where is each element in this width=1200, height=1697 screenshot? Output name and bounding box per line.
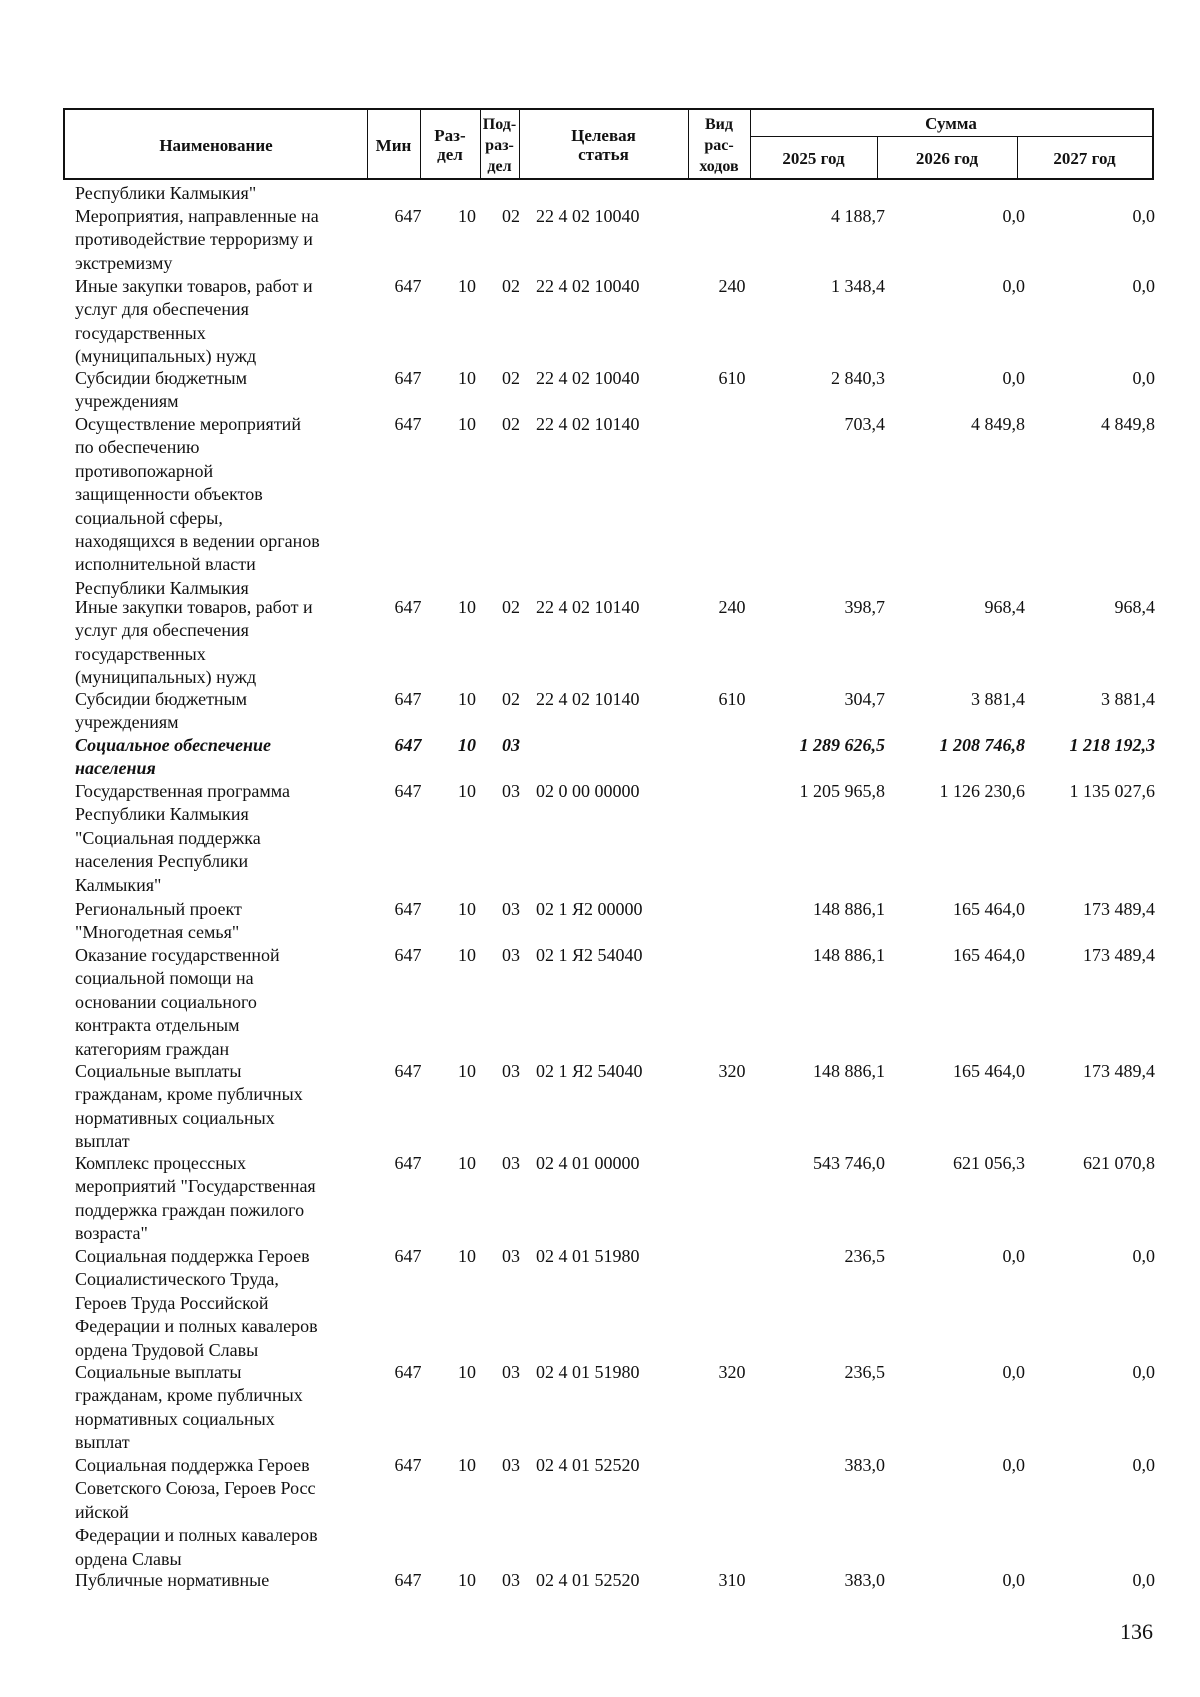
cell-podrazdel: 02 <box>502 689 520 709</box>
header-2026: 2026 год <box>915 148 979 168</box>
cell-celevaya: 02 1 Я2 54040 <box>536 1061 643 1081</box>
cell-razdel: 10 <box>458 206 476 226</box>
cell-s2025: 304,7 <box>844 689 885 709</box>
cell-razdel: 10 <box>458 1246 476 1266</box>
cell-s2026: 0,0 <box>1002 1362 1025 1382</box>
cell-s2026: 0,0 <box>1002 1570 1025 1590</box>
cell-razdel: 10 <box>458 1153 476 1173</box>
cell-min: 647 <box>394 414 422 434</box>
cell-s2027: 968,4 <box>1114 597 1155 617</box>
cell-podrazdel: 03 <box>502 1570 520 1590</box>
cell-name: Иные закупки товаров, работ и услуг для обеспечения государственных (муниципальных) нужд <box>75 276 313 367</box>
cell-razdel: 10 <box>458 781 476 801</box>
cell-s2027: 621 070,8 <box>1083 1153 1155 1173</box>
cell-s2026: 165 464,0 <box>953 945 1025 965</box>
cell-vid: 240 <box>718 597 746 617</box>
cell-s2025: 236,5 <box>844 1246 885 1266</box>
cell-s2027: 173 489,4 <box>1083 1061 1155 1081</box>
cell-podrazdel: 03 <box>502 781 520 801</box>
cell-name: Комплекс процессных мероприятий "Государственная поддержка граждан пожилого возраста" <box>75 1153 316 1244</box>
cell-s2025: 2 840,3 <box>831 368 885 388</box>
cell-name: Субсидии бюджетным учреждениям <box>75 689 248 733</box>
cell-s2026: 0,0 <box>1002 1246 1025 1266</box>
cell-celevaya: 02 0 00 00000 <box>536 781 640 801</box>
cell-razdel: 10 <box>458 689 476 709</box>
cell-razdel: 10 <box>458 735 476 755</box>
cell-name: Социальная поддержка Героев Социалистического Труда, Героев Труда Российской Федерации и полных кавалеров ордена Трудовой Славы <box>75 1246 318 1360</box>
cell-name: Социальные выплаты гражданам, кроме публичных нормативных социальных выплат <box>75 1362 303 1453</box>
cell-min: 647 <box>394 597 422 617</box>
cell-podrazdel: 02 <box>502 414 520 434</box>
cell-s2026: 968,4 <box>984 597 1025 617</box>
cell-s2026: 0,0 <box>1002 206 1025 226</box>
cell-s2025: 1 289 626,5 <box>799 735 885 755</box>
cell-s2025: 1 348,4 <box>831 276 885 296</box>
cell-s2027: 0,0 <box>1132 1570 1155 1590</box>
cell-s2025: 703,4 <box>844 414 885 434</box>
cell-name: Региональный проект "Многодетная семья" <box>75 899 242 943</box>
cell-s2027: 0,0 <box>1132 206 1155 226</box>
cell-s2027: 1 218 192,3 <box>1069 735 1155 755</box>
cell-s2026: 165 464,0 <box>953 899 1025 919</box>
cell-podrazdel: 03 <box>502 1455 520 1475</box>
cell-celevaya: 22 4 02 10140 <box>536 597 640 617</box>
cell-s2027: 1 135 027,6 <box>1069 781 1155 801</box>
cell-name: Субсидии бюджетным учреждениям <box>75 368 248 412</box>
cell-name: Оказание государственной социальной помощи на основании социального контракта отдельным категориям граждан <box>75 945 280 1059</box>
cell-razdel: 10 <box>458 1455 476 1475</box>
cell-name: Социальная поддержка Героев Советского Союза, Героев Росс ийской Федерации и полных кавалеров ордена Славы <box>75 1455 318 1569</box>
cell-celevaya: 22 4 02 10040 <box>536 206 640 226</box>
header-2027: 2027 год <box>1053 148 1116 168</box>
cell-celevaya: 02 4 01 52520 <box>536 1570 640 1590</box>
cell-min: 647 <box>394 206 422 226</box>
cell-min: 647 <box>394 1246 422 1266</box>
cell-min: 647 <box>394 945 422 965</box>
cell-s2027: 3 881,4 <box>1101 689 1155 709</box>
cell-s2027: 0,0 <box>1132 368 1155 388</box>
cell-min: 647 <box>394 276 422 296</box>
cell-podrazdel: 02 <box>502 276 520 296</box>
cell-celevaya: 02 4 01 51980 <box>536 1246 640 1266</box>
cell-razdel: 10 <box>458 597 476 617</box>
cell-min: 647 <box>394 1061 422 1081</box>
cell-min: 647 <box>394 899 422 919</box>
header-razdel: Раз- дел <box>434 126 466 164</box>
cell-razdel: 10 <box>458 1570 476 1590</box>
cell-min: 647 <box>394 735 422 755</box>
cell-celevaya: 02 1 Я2 00000 <box>536 899 643 919</box>
cell-s2026: 0,0 <box>1002 368 1025 388</box>
cell-vid: 320 <box>718 1362 746 1382</box>
cell-podrazdel: 03 <box>502 1061 520 1081</box>
cell-s2027: 0,0 <box>1132 1246 1155 1266</box>
cell-name: Социальные выплаты гражданам, кроме публичных нормативных социальных выплат <box>75 1061 303 1152</box>
cell-s2026: 621 056,3 <box>953 1153 1025 1173</box>
cell-s2026: 4 849,8 <box>971 414 1025 434</box>
cell-s2025: 148 886,1 <box>813 899 885 919</box>
cell-celevaya: 22 4 02 10140 <box>536 414 640 434</box>
cell-razdel: 10 <box>458 414 476 434</box>
cell-s2025: 236,5 <box>844 1362 885 1382</box>
cell-celevaya: 02 4 01 52520 <box>536 1455 640 1475</box>
cell-podrazdel: 03 <box>502 735 520 755</box>
cell-name: Публичные нормативные <box>75 1570 270 1590</box>
cell-s2027: 173 489,4 <box>1083 899 1155 919</box>
header-name: Наименование <box>159 135 273 155</box>
cell-razdel: 10 <box>458 945 476 965</box>
cell-podrazdel: 02 <box>502 597 520 617</box>
cell-celevaya: 22 4 02 10040 <box>536 368 640 388</box>
cell-podrazdel: 03 <box>502 899 520 919</box>
cell-s2026: 3 881,4 <box>971 689 1025 709</box>
cell-s2026: 0,0 <box>1002 276 1025 296</box>
cell-vid: 320 <box>718 1061 746 1081</box>
header-podrazdel: Под- раз- дел <box>482 115 517 175</box>
cell-name: Иные закупки товаров, работ и услуг для обеспечения государственных (муниципальных) нужд <box>75 597 313 688</box>
cell-razdel: 10 <box>458 899 476 919</box>
cell-min: 647 <box>394 689 422 709</box>
cell-vid: 610 <box>718 368 746 388</box>
cell-s2025: 148 886,1 <box>813 945 885 965</box>
cell-s2025: 383,0 <box>844 1455 885 1475</box>
cell-s2025: 4 188,7 <box>831 206 885 226</box>
cell-podrazdel: 03 <box>502 1362 520 1382</box>
cell-s2027: 4 849,8 <box>1101 414 1155 434</box>
cell-s2027: 0,0 <box>1132 1362 1155 1382</box>
cell-s2026: 0,0 <box>1002 1455 1025 1475</box>
cell-name: Республики Калмыкия" <box>75 183 257 203</box>
cell-vid: 610 <box>718 689 746 709</box>
cell-s2026: 1 126 230,6 <box>939 781 1025 801</box>
cell-razdel: 10 <box>458 368 476 388</box>
cell-razdel: 10 <box>458 1362 476 1382</box>
cell-vid: 240 <box>718 276 746 296</box>
cell-min: 647 <box>394 1362 422 1382</box>
cell-podrazdel: 02 <box>502 368 520 388</box>
cell-s2025: 398,7 <box>844 597 885 617</box>
cell-min: 647 <box>394 1455 422 1475</box>
cell-min: 647 <box>394 368 422 388</box>
cell-name: Осуществление мероприятий по обеспечению противопожарной защищенности объектов социальной сферы, находящихся в ведении органов исполнительной власти Республики Калмыкия <box>75 414 320 598</box>
cell-s2027: 173 489,4 <box>1083 945 1155 965</box>
header-celevaya: Целевая статья <box>571 126 636 164</box>
cell-s2026: 165 464,0 <box>953 1061 1025 1081</box>
cell-min: 647 <box>394 781 422 801</box>
table-header <box>63 108 1154 180</box>
cell-celevaya: 02 4 01 00000 <box>536 1153 640 1173</box>
cell-celevaya: 22 4 02 10040 <box>536 276 640 296</box>
cell-name: Государственная программа Республики Калмыкия "Социальная поддержка населения Республики Калмыкия" <box>75 781 290 895</box>
cell-celevaya: 02 1 Я2 54040 <box>536 945 643 965</box>
cell-s2027: 0,0 <box>1132 1455 1155 1475</box>
cell-s2025: 383,0 <box>844 1570 885 1590</box>
header-min: Мин <box>375 135 412 155</box>
page-number: 136 <box>1120 1619 1153 1644</box>
cell-name: Мероприятия, направленные на противодействие терроризму и экстремизму <box>75 206 319 273</box>
cell-celevaya: 02 4 01 51980 <box>536 1362 640 1382</box>
cell-razdel: 10 <box>458 276 476 296</box>
cell-podrazdel: 02 <box>502 206 520 226</box>
cell-razdel: 10 <box>458 1061 476 1081</box>
cell-podrazdel: 03 <box>502 945 520 965</box>
header-summa: Сумма <box>925 113 977 133</box>
cell-s2025: 148 886,1 <box>813 1061 885 1081</box>
cell-podrazdel: 03 <box>502 1246 520 1266</box>
cell-name: Социальное обеспечение населения <box>75 735 272 779</box>
header-2025: 2025 год <box>782 148 845 168</box>
cell-s2026: 1 208 746,8 <box>939 735 1025 755</box>
cell-min: 647 <box>394 1570 422 1590</box>
cell-s2025: 1 205 965,8 <box>799 781 885 801</box>
cell-s2027: 0,0 <box>1132 276 1155 296</box>
cell-s2025: 543 746,0 <box>813 1153 885 1173</box>
cell-vid: 310 <box>718 1570 746 1590</box>
cell-min: 647 <box>394 1153 422 1173</box>
cell-celevaya: 22 4 02 10140 <box>536 689 640 709</box>
header-vid: Вид рас- ходов <box>699 115 739 175</box>
cell-podrazdel: 03 <box>502 1153 520 1173</box>
